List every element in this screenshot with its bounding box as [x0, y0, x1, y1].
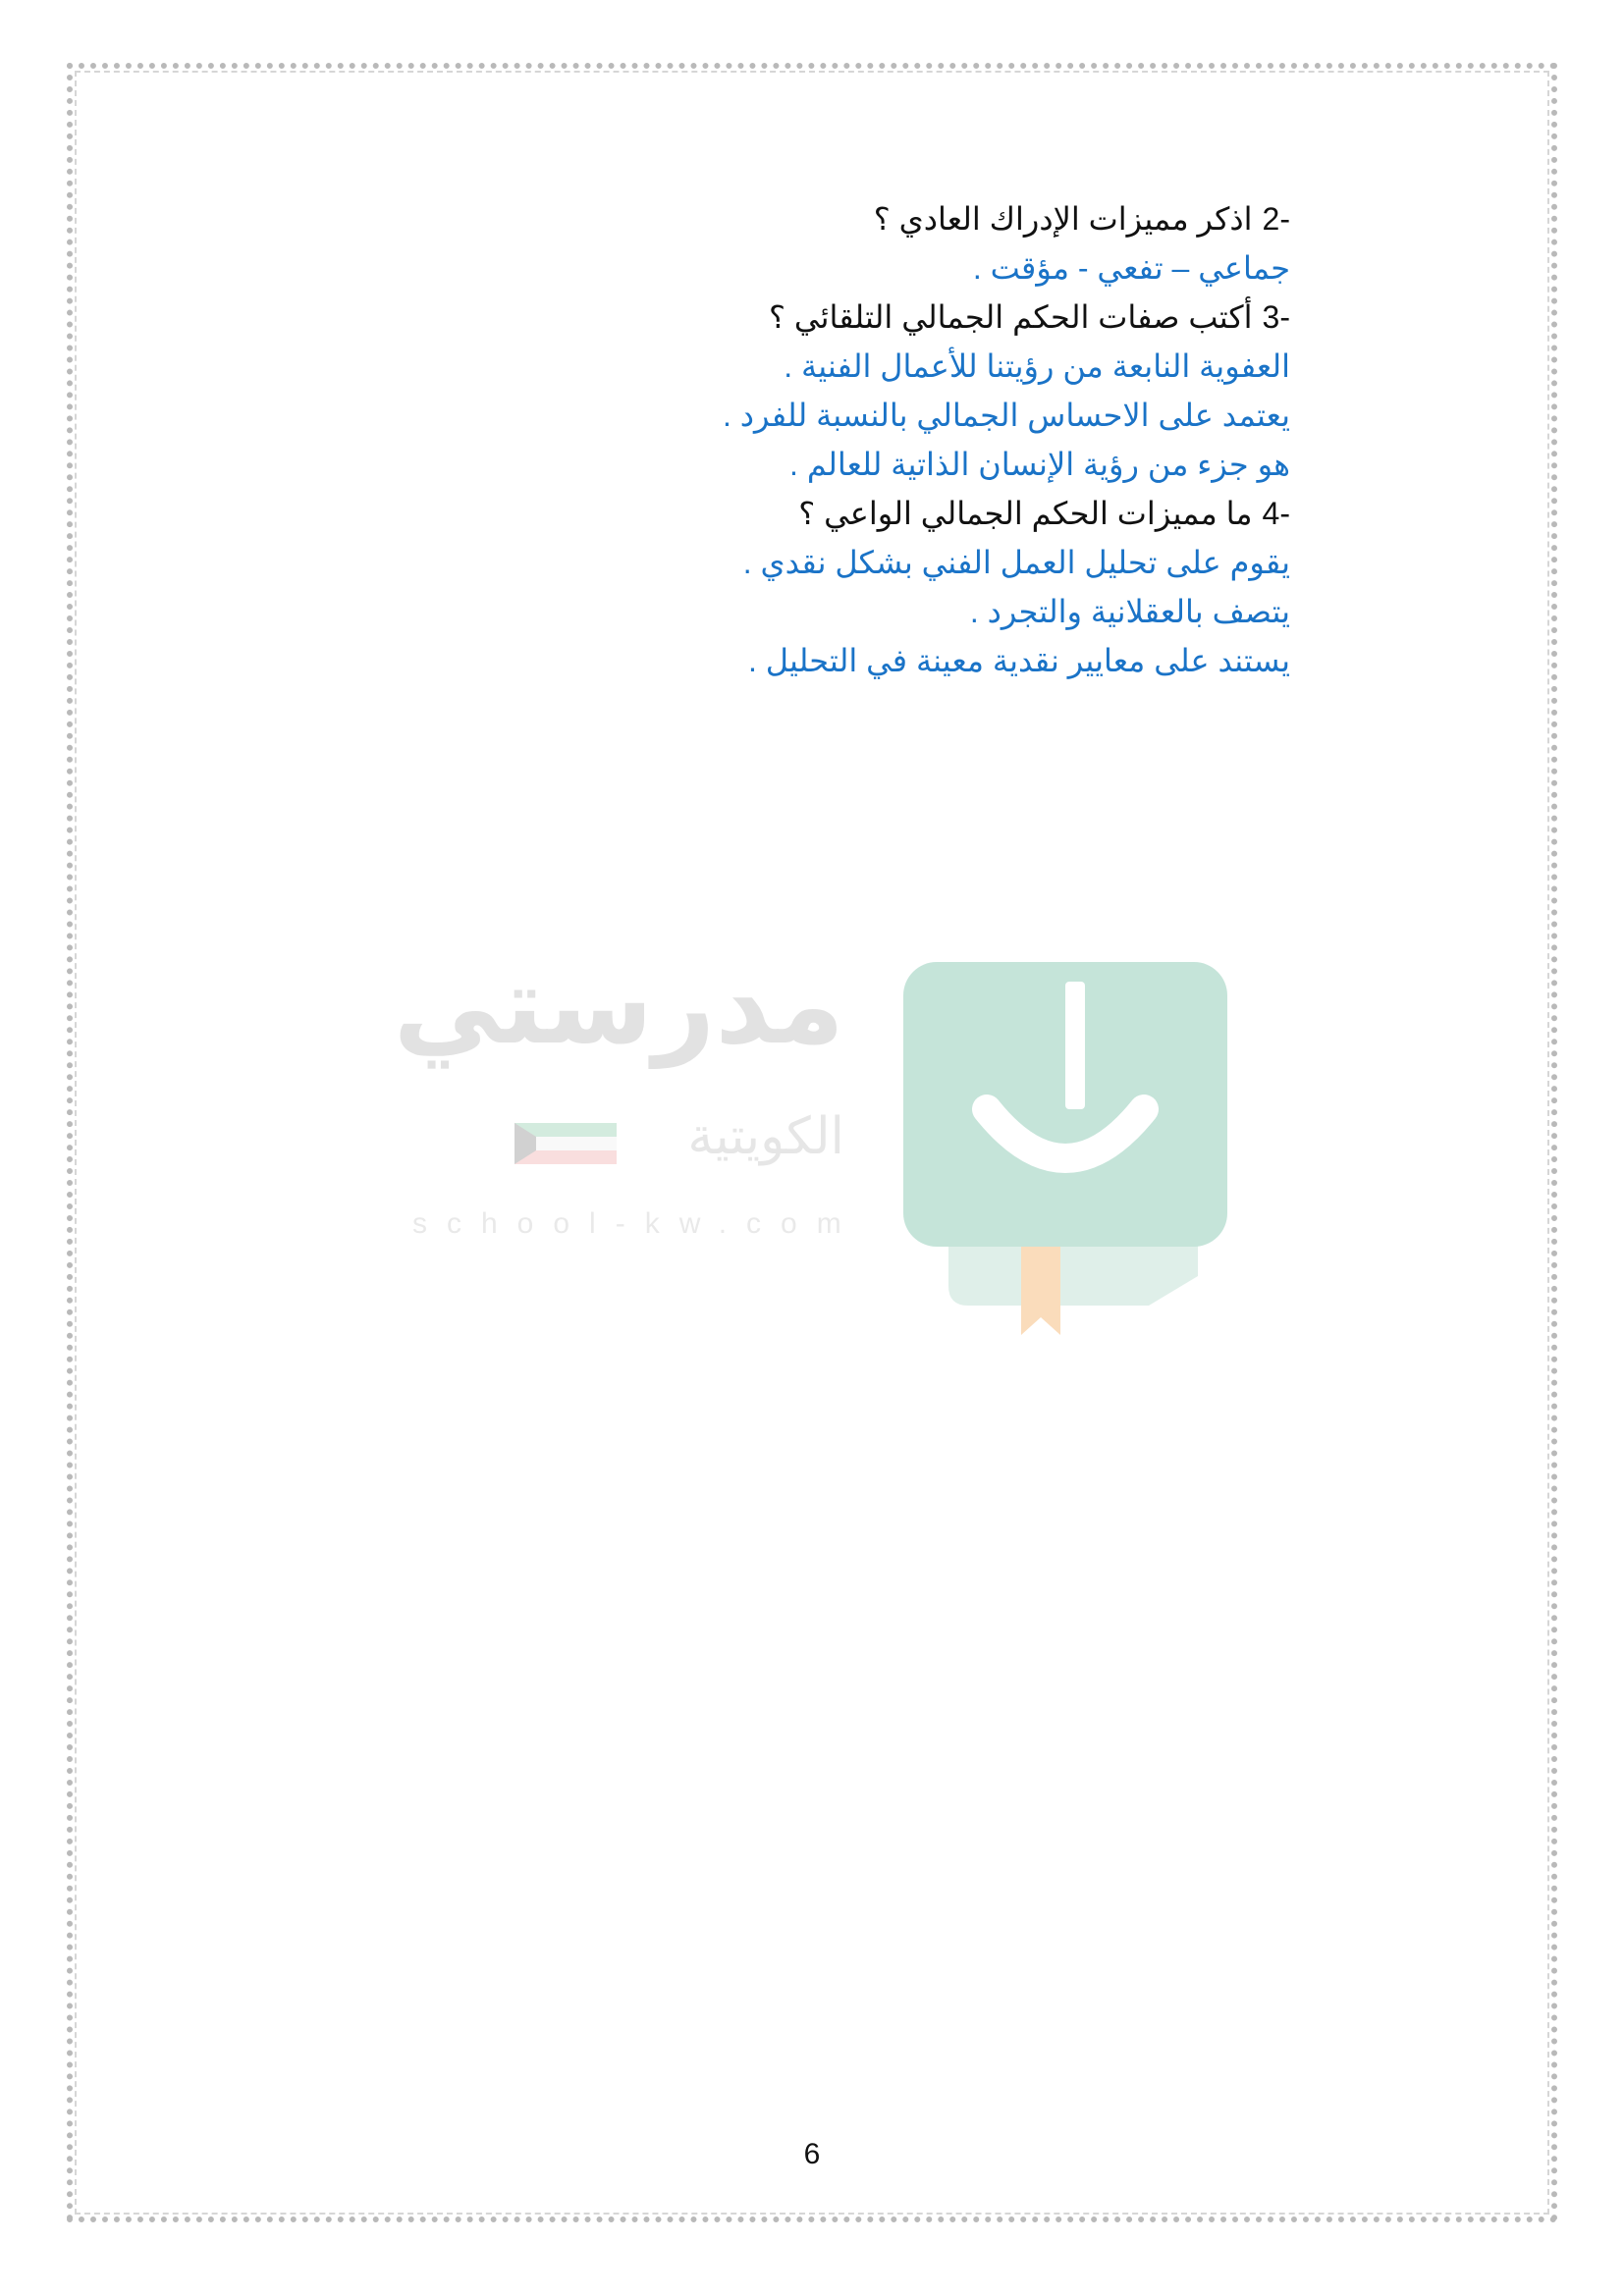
document-content [603, 194, 1290, 685]
watermark-subtitle: الكويتية [687, 1108, 844, 1165]
question-4 [603, 489, 1290, 538]
page-number: 6 [803, 2138, 821, 2170]
answer-line: يتصف بالعقلانية والتجرد . [969, 594, 1290, 629]
book-logo-icon [903, 962, 1227, 1335]
answer-line: يقوم على تحليل العمل الفني بشكل نقدي . [742, 545, 1290, 580]
question-text: أكتب صفات الحكم الجمالي التلقائي ؟ [769, 299, 1253, 335]
answer-line: جماعي – تفعي - مؤقت . [972, 250, 1290, 286]
question-text: اذكر مميزات الإدراك العادي ؟ [873, 201, 1253, 237]
answer-line: يستند على معايير نقدية معينة في التحليل . [748, 643, 1290, 678]
question-3 [603, 293, 1290, 342]
answer-line: العفوية النابعة من رؤيتنا للأعمال الفنية . [784, 348, 1290, 384]
watermark-url: school-kw.com [412, 1207, 861, 1240]
answer-line: يعتمد على الاحساس الجمالي بالنسبة للفرد . [723, 398, 1290, 433]
watermark-title: مدرستي [393, 945, 844, 1066]
question-2 [603, 194, 1290, 243]
question-number: 2- [1262, 201, 1290, 237]
answer-line: هو جزء من رؤية الإنسان الذاتية للعالم . [789, 447, 1290, 482]
watermark [393, 942, 1257, 1355]
kuwait-flag-icon [514, 1123, 617, 1164]
question-text: ما مميزات الحكم الجمالي الواعي ؟ [798, 496, 1253, 531]
question-number: 4- [1262, 496, 1290, 531]
question-number: 3- [1262, 299, 1290, 335]
